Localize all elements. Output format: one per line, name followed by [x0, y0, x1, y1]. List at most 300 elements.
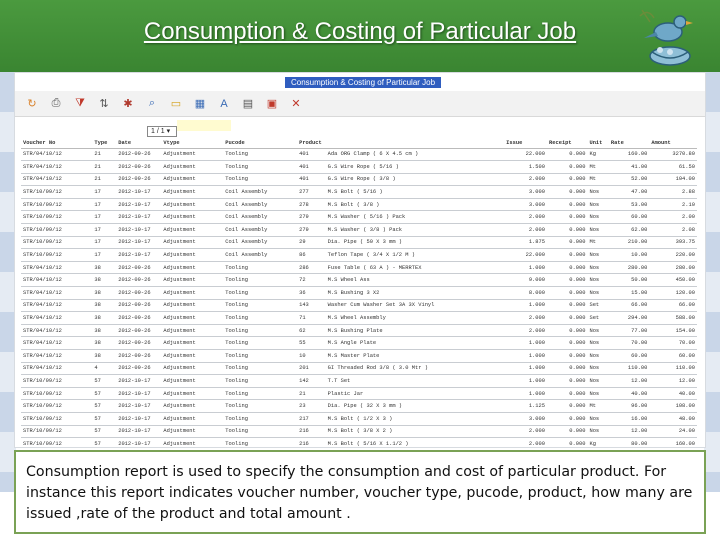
column-header[interactable]: Pucode [223, 138, 297, 148]
table-cell: STR/10/09/12 [21, 375, 92, 388]
table-cell: 0.000 [547, 236, 587, 249]
table-cell: Adjustment [161, 362, 223, 375]
table-cell: Nos [587, 350, 608, 363]
table-cell: Coil Assembly [223, 224, 297, 237]
table-row[interactable] [21, 438, 697, 448]
table-cell: 108.00 [649, 400, 697, 413]
table-cell: Tooling [223, 438, 297, 448]
table-cell: Adjustment [161, 375, 223, 388]
table-cell: 2012-09-26 [116, 350, 161, 363]
table-cell: 154.00 [649, 324, 697, 337]
table-cell: Tooling [223, 274, 297, 287]
report-header [15, 73, 705, 91]
table-cell: 2.000 [504, 312, 547, 325]
table-row[interactable] [21, 287, 697, 300]
table-cell: Nos [587, 211, 608, 224]
table-row[interactable] [21, 312, 697, 325]
table-cell: 2012-09-26 [116, 274, 161, 287]
table-cell: 0.000 [547, 261, 587, 274]
table-cell: 24.00 [649, 425, 697, 438]
table-row[interactable] [21, 249, 697, 262]
table-cell: 2012-09-26 [116, 312, 161, 325]
table-cell: 2.000 [504, 324, 547, 337]
table-cell: M.S Bushing Plate [326, 324, 505, 337]
table-cell: 22.000 [504, 148, 547, 161]
table-cell: Plastic Jar [326, 387, 505, 400]
header-banner [0, 0, 720, 72]
sort-icon[interactable]: ⇅ [99, 98, 109, 110]
table-cell: 66.00 [609, 299, 649, 312]
table-cell: 2.000 [504, 438, 547, 448]
table-cell: Tooling [223, 324, 297, 337]
table-cell: M.S Master Plate [326, 350, 505, 363]
table-cell: 8.000 [504, 287, 547, 300]
table-cell: 104.00 [649, 173, 697, 186]
table-cell: 17 [92, 236, 116, 249]
table-cell: 17 [92, 198, 116, 211]
table-cell: Fuse Table ( 63 A ) - MERRTEX [326, 261, 505, 274]
table-row[interactable] [21, 173, 697, 186]
table-cell: STR/10/09/12 [21, 186, 92, 199]
table-cell: Mt [587, 400, 608, 413]
table-cell: 72 [297, 274, 326, 287]
table-row[interactable] [21, 400, 697, 413]
table-cell: 2012-10-17 [116, 236, 161, 249]
table-cell: 0.000 [547, 249, 587, 262]
table-cell: Tooling [223, 337, 297, 350]
report-screenshot [14, 72, 706, 448]
table-cell: Tooling [223, 362, 297, 375]
table-cell: 10.00 [609, 249, 649, 262]
table-cell: 2.08 [649, 224, 697, 237]
table-cell: Nos [587, 337, 608, 350]
table-cell: Adjustment [161, 186, 223, 199]
table-cell: Adjustment [161, 387, 223, 400]
table-cell: M.S Washer ( 5/16 ) Pack [326, 211, 505, 224]
refresh-icon[interactable]: ↻ [27, 98, 37, 110]
table-cell: 0.000 [547, 438, 587, 448]
table-cell: Adjustment [161, 287, 223, 300]
report-title: Consumption & Costing of Particular Job [285, 77, 441, 88]
table-cell: 1.000 [504, 387, 547, 400]
table-cell: 216 [297, 425, 326, 438]
table-cell: 38 [92, 350, 116, 363]
table-cell: STR/04/10/12 [21, 287, 92, 300]
table-cell: Adjustment [161, 274, 223, 287]
table-cell: Nos [587, 362, 608, 375]
table-cell: 2012-09-26 [116, 299, 161, 312]
table-row[interactable] [21, 224, 697, 237]
table-cell: Tooling [223, 148, 297, 161]
table-header-row [21, 138, 697, 148]
table-cell: Adjustment [161, 350, 223, 363]
table-cell: 279 [297, 211, 326, 224]
table-cell: 1.000 [504, 375, 547, 388]
table-cell: STR/10/09/12 [21, 387, 92, 400]
table-cell: 2012-10-17 [116, 249, 161, 262]
column-header[interactable]: Rate [609, 138, 649, 148]
table-cell: Ada ORG Clamp ( 6 X 4.5 cm ) [326, 148, 505, 161]
table-cell: STR/10/09/12 [21, 198, 92, 211]
table-cell: 2012-09-26 [116, 362, 161, 375]
table-cell: Nos [587, 249, 608, 262]
table-cell: 201 [297, 362, 326, 375]
table-cell: STR/04/10/12 [21, 350, 92, 363]
table-cell: Nos [587, 425, 608, 438]
table-cell: 1.000 [504, 261, 547, 274]
table-cell: 3.000 [504, 412, 547, 425]
table-cell: 1.000 [504, 337, 547, 350]
table-cell: 12.00 [609, 425, 649, 438]
table-cell: Adjustment [161, 412, 223, 425]
table-cell: Nos [587, 324, 608, 337]
table-cell: Nos [587, 261, 608, 274]
table-row[interactable] [21, 261, 697, 274]
table-cell: 2.000 [504, 224, 547, 237]
table-cell: Adjustment [161, 337, 223, 350]
table-cell: 21 [92, 173, 116, 186]
table-row[interactable] [21, 387, 697, 400]
table-cell: 70.00 [609, 337, 649, 350]
table-cell: 0.000 [547, 224, 587, 237]
table-cell: Adjustment [161, 173, 223, 186]
table-cell: 110.00 [649, 362, 697, 375]
table-cell: Nos [587, 224, 608, 237]
table-cell: STR/04/10/12 [21, 324, 92, 337]
column-header[interactable]: Unit [587, 138, 608, 148]
table-cell: 0.000 [547, 148, 587, 161]
table-cell: Nos [587, 198, 608, 211]
table-cell: 0.000 [547, 350, 587, 363]
pager-strip [177, 120, 231, 131]
column-header[interactable]: Voucher No [21, 138, 92, 148]
table-cell: 9.000 [504, 274, 547, 287]
table-row[interactable] [21, 211, 697, 224]
table-cell: 143 [297, 299, 326, 312]
table-row[interactable] [21, 161, 697, 174]
table-cell: 23 [297, 400, 326, 413]
table-cell: Mt [587, 236, 608, 249]
table-cell: Coil Assembly [223, 211, 297, 224]
table-cell: Tooling [223, 312, 297, 325]
table-cell: 160.00 [649, 438, 697, 448]
table-cell: STR/10/09/12 [21, 249, 92, 262]
table-cell: Tooling [223, 261, 297, 274]
table-cell: 277 [297, 186, 326, 199]
table-cell: STR/10/09/12 [21, 438, 92, 448]
table-cell: 0.000 [547, 375, 587, 388]
table-cell: 2012-09-26 [116, 337, 161, 350]
table-cell: 217 [297, 412, 326, 425]
folder-icon[interactable]: ▭ [170, 98, 182, 110]
table-cell: 220.00 [649, 249, 697, 262]
table-cell: 0.000 [547, 337, 587, 350]
table-row[interactable] [21, 412, 697, 425]
table-cell: 2.000 [504, 211, 547, 224]
table-cell: Coil Assembly [223, 249, 297, 262]
table-cell: 0.000 [547, 412, 587, 425]
table-cell: Tooling [223, 161, 297, 174]
search-icon[interactable]: ⌕ [148, 97, 156, 109]
table-cell: STR/04/10/12 [21, 362, 92, 375]
table-cell: Nos [587, 274, 608, 287]
right-decor-stripe [704, 72, 720, 492]
table-cell: 1.125 [504, 400, 547, 413]
table-cell: Tooling [223, 412, 297, 425]
table-cell: M.S Washer ( 3/8 ) Pack [326, 224, 505, 237]
table-cell: 216 [297, 438, 326, 448]
close-icon[interactable]: ✕ [291, 98, 301, 110]
table-cell: 401 [297, 148, 326, 161]
table-cell: Teflon Tape ( 3/4 X 1/2 M ) [326, 249, 505, 262]
table-cell: 2012-10-17 [116, 224, 161, 237]
table-cell: STR/04/10/12 [21, 299, 92, 312]
table-cell: Adjustment [161, 425, 223, 438]
table-cell: 38 [92, 324, 116, 337]
table-cell: 12.00 [609, 375, 649, 388]
table-cell: Adjustment [161, 299, 223, 312]
table-cell: 278 [297, 198, 326, 211]
table-cell: M.S Bolt ( 5/16 ) [326, 186, 505, 199]
table-cell: STR/10/09/12 [21, 400, 92, 413]
table-cell: Tooling [223, 173, 297, 186]
table-cell: STR/10/09/12 [21, 425, 92, 438]
table-cell: M.S Angle Plate [326, 337, 505, 350]
table-cell: 38 [92, 274, 116, 287]
table-cell: 2012-10-17 [116, 211, 161, 224]
table-cell: Adjustment [161, 224, 223, 237]
table-cell: 0.000 [547, 425, 587, 438]
table-cell: 2012-09-26 [116, 261, 161, 274]
table-cell: G.S Wire Rope ( 3/8 ) [326, 173, 505, 186]
column-header[interactable]: Issue [504, 138, 547, 148]
table-row[interactable] [21, 425, 697, 438]
table-cell: Tooling [223, 375, 297, 388]
table-cell: Adjustment [161, 211, 223, 224]
tools-icon[interactable]: ✱ [123, 98, 133, 110]
table-cell: 280.00 [609, 261, 649, 274]
table-cell: 2012-09-26 [116, 173, 161, 186]
table-row[interactable] [21, 337, 697, 350]
table-cell: 0.000 [547, 362, 587, 375]
table-cell: Coil Assembly [223, 236, 297, 249]
table-cell: 36 [297, 287, 326, 300]
table-cell: Kg [587, 148, 608, 161]
table-cell: 15.00 [609, 287, 649, 300]
bird-logo-icon [630, 2, 702, 70]
table-cell: 0.000 [547, 186, 587, 199]
table-cell: Adjustment [161, 261, 223, 274]
table-icon[interactable]: ▤ [242, 98, 254, 110]
table-cell: STR/04/10/12 [21, 274, 92, 287]
table-cell: STR/10/09/12 [21, 236, 92, 249]
table-cell: 66.00 [649, 299, 697, 312]
table-cell: 61.50 [649, 161, 697, 174]
column-header[interactable]: Product [297, 138, 326, 148]
table-row[interactable] [21, 362, 697, 375]
table-row[interactable] [21, 375, 697, 388]
table-cell: 41.00 [609, 161, 649, 174]
table-cell: 10 [297, 350, 326, 363]
table-cell: 2.10 [649, 198, 697, 211]
font-icon[interactable]: A [220, 97, 228, 110]
table-cell: 38 [92, 287, 116, 300]
table-cell: M.S Bolt ( 1/2 X 3 ) [326, 412, 505, 425]
table-cell: M.S Bushing 3 X2 [326, 287, 505, 300]
table-cell: Set [587, 299, 608, 312]
pager [15, 120, 705, 134]
table-cell: Mt [587, 161, 608, 174]
table-row[interactable] [21, 324, 697, 337]
table-cell: Mt [587, 173, 608, 186]
grid-icon[interactable]: ▦ [194, 98, 206, 110]
table-cell: 62 [297, 324, 326, 337]
table-cell: 2012-09-26 [116, 287, 161, 300]
table-cell: 57 [92, 387, 116, 400]
table-cell: STR/10/09/12 [21, 412, 92, 425]
table-cell: M.S Bolt ( 5/16 X 1.1/2 ) [326, 438, 505, 448]
table-cell: Kg [587, 438, 608, 448]
table-row[interactable] [21, 350, 697, 363]
table-cell: 2012-10-17 [116, 198, 161, 211]
consumption-table [21, 138, 697, 448]
table-cell: Adjustment [161, 324, 223, 337]
table-cell: 57 [92, 438, 116, 448]
table-cell: GI Threaded Rod 3/8 ( 3.0 Mtr ) [326, 362, 505, 375]
table-cell: T.T Set [326, 375, 505, 388]
table-cell: 12.00 [649, 375, 697, 388]
table-cell: 40.00 [649, 387, 697, 400]
table-cell: Adjustment [161, 312, 223, 325]
caption-box [14, 450, 706, 534]
table-cell: 22.000 [504, 249, 547, 262]
table-cell: 57 [92, 425, 116, 438]
table-cell: 0.000 [547, 287, 587, 300]
table-cell: 120.00 [649, 287, 697, 300]
table-cell: 294.00 [609, 312, 649, 325]
table-cell: 21 [297, 387, 326, 400]
table-cell: 2012-10-17 [116, 425, 161, 438]
table-cell: 21 [92, 161, 116, 174]
table-cell: 62.00 [609, 224, 649, 237]
table-cell: 1.875 [504, 236, 547, 249]
filter-icon[interactable]: ⧩ [75, 97, 85, 109]
table-cell: Tooling [223, 299, 297, 312]
table-cell: 48.00 [649, 412, 697, 425]
table-cell: 53.00 [609, 198, 649, 211]
table-cell: 401 [297, 161, 326, 174]
column-header[interactable]: Amount [649, 138, 697, 148]
table-cell: Set [587, 312, 608, 325]
table-cell: 160.00 [609, 148, 649, 161]
table-cell: 2.00 [649, 211, 697, 224]
table-cell: 50.00 [609, 274, 649, 287]
table-cell: 2012-10-17 [116, 375, 161, 388]
table-cell: M.S Wheel Assembly [326, 312, 505, 325]
table-cell: 110.00 [609, 362, 649, 375]
table-cell: 2012-10-17 [116, 400, 161, 413]
table-cell: 47.00 [609, 186, 649, 199]
table-cell: Tooling [223, 287, 297, 300]
column-header[interactable]: Vtype [161, 138, 223, 148]
table-cell: Nos [587, 287, 608, 300]
table-cell: 96.00 [609, 400, 649, 413]
table-cell: 2.000 [504, 425, 547, 438]
table-cell: 279 [297, 224, 326, 237]
table-cell: 286 [297, 261, 326, 274]
table-row[interactable] [21, 274, 697, 287]
table-cell: Nos [587, 186, 608, 199]
table-cell: Nos [587, 387, 608, 400]
table-cell: 57 [92, 375, 116, 388]
table-cell: 0.000 [547, 211, 587, 224]
table-cell: 2012-09-26 [116, 161, 161, 174]
table-cell: Tooling [223, 387, 297, 400]
table-cell: 38 [92, 261, 116, 274]
table-cell: Dia. Pipe ( 32 X 3 mm ) [326, 400, 505, 413]
table-cell: 0.000 [547, 161, 587, 174]
table-row[interactable] [21, 299, 697, 312]
table-cell: 3.000 [504, 198, 547, 211]
table-cell: Adjustment [161, 236, 223, 249]
table-cell: Adjustment [161, 438, 223, 448]
table-cell: 2012-10-17 [116, 186, 161, 199]
table-row[interactable] [21, 148, 697, 161]
table-cell: Tooling [223, 350, 297, 363]
table-row[interactable] [21, 236, 697, 249]
table-cell: 588.00 [649, 312, 697, 325]
table-cell: 0.000 [547, 312, 587, 325]
image-icon[interactable]: ▣ [266, 98, 278, 110]
table-cell: 1.500 [504, 161, 547, 174]
table-cell: 17 [92, 186, 116, 199]
print-icon[interactable]: ⎙ [51, 97, 61, 109]
table-row[interactable] [21, 198, 697, 211]
table-cell: 55 [297, 337, 326, 350]
table-cell: 17 [92, 211, 116, 224]
table-cell: 38 [92, 299, 116, 312]
table-cell: 71 [297, 312, 326, 325]
table-cell: Adjustment [161, 148, 223, 161]
column-header[interactable]: Receipt [547, 138, 587, 148]
column-header[interactable] [326, 138, 505, 148]
page-select[interactable]: 1 / 1 ▾ [147, 126, 177, 137]
table-cell: STR/10/09/12 [21, 211, 92, 224]
column-header[interactable]: Date [116, 138, 161, 148]
table-row[interactable] [21, 186, 697, 199]
table-cell: 2012-10-17 [116, 387, 161, 400]
table-cell: 450.00 [649, 274, 697, 287]
table-cell: Coil Assembly [223, 186, 297, 199]
table-cell: 0.000 [547, 387, 587, 400]
page-title: Consumption & Costing of Particular Job [143, 18, 577, 45]
table-cell: 2012-09-26 [116, 148, 161, 161]
table-cell: 2012-10-17 [116, 438, 161, 448]
table-cell: 1.000 [504, 362, 547, 375]
table-cell: 2.88 [649, 186, 697, 199]
table-cell: STR/04/10/12 [21, 148, 92, 161]
table-cell: 60.00 [649, 350, 697, 363]
table-cell: 38 [92, 312, 116, 325]
table-cell: 21 [92, 148, 116, 161]
table-cell: 0.000 [547, 324, 587, 337]
table-cell: STR/04/10/12 [21, 337, 92, 350]
table-cell: 280.00 [649, 261, 697, 274]
table-cell: 3.000 [504, 186, 547, 199]
table-cell: STR/04/10/12 [21, 261, 92, 274]
column-header[interactable]: Type [92, 138, 116, 148]
table-cell: STR/04/10/12 [21, 173, 92, 186]
